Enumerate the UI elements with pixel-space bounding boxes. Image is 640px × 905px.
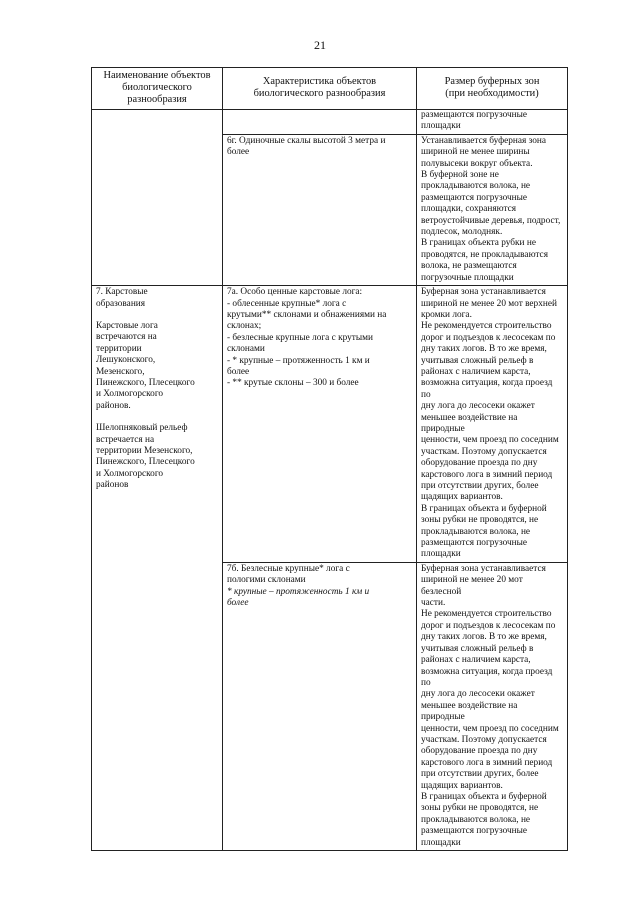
table-row-continued xyxy=(92,110,568,135)
page-number: 21 xyxy=(314,38,326,52)
cell-buffer-continued: размещаются погрузочные площадки xyxy=(417,110,568,135)
shelopnyak-relief-note: Шелопняковый рельеф встречается на территории Мезенского, Пинежского, Плесецкого и Холмогорского районов xyxy=(96,423,195,491)
table-row-7a xyxy=(92,286,568,563)
karst-title: 7. Карстовые образования xyxy=(96,287,148,309)
header-object-name: Наименование объектов биологического разнообразия xyxy=(92,68,223,110)
cell-buffer-7b: Буферная зона устанавливается шириной не менее 20 мот безлесной части. Не рекомендуется строительство дорог и подъездов к лесосекам по дну таких логов. В то же время, учитывая сложный рельеф в районах с наличием карста, возможна ситуация, когда проезд по дну лога до лесосеки окажет меньшее воздействие на природные ценности, чем проезд по соседним участкам. Поэтому допускается оборудование проезда по дну карстового лога в зимний период при отсутствии других, более щадящих вариантов. В границах объекта и буферной зоны рубки не проводятся, не прокладываются волока, не размещаются погрузочные площадки xyxy=(417,562,568,850)
cell-characteristic-6g: 6г. Одиночные скалы высотой 3 метра и более xyxy=(223,134,417,285)
cell-buffer-6g: Устанавливается буферная зона шириной не менее ширины полувысеки вокруг объекта. В буферной зоне не прокладываются волока, не размещаются погрузочные площадки, сохраняются ветроустойчивые деревья, подрост, подлесок, молодняк. В границах объекта рубки не проводятся, не прокладываются волока, не размещаются погрузочные площадки xyxy=(417,134,568,285)
header-buffer-size: Размер буферных зон (при необходимости) xyxy=(417,68,568,110)
cell-buffer-7a: Буферная зона устанавливается шириной не менее 20 мот верхней кромки лога. Не рекомендуется строительство дорог и подъездов к лесосекам по дну таких логов. В то же время, учитывая сложный рельеф в районах с наличием карста, возможна ситуация, когда проезд по дну лога до лесосеки окажет меньшее воздействие на природные ценности, чем проезд по соседним участкам. Поэтому допускается оборудование проезда по дну карстового лога в зимний период при отсутствии других, более щадящих вариантов. В границах объекта и буферной зоны рубки не проводятся, не прокладываются волока, не размещаются погрузочные площадки xyxy=(417,286,568,563)
cell-object-name-karst xyxy=(92,286,223,851)
footnote-large-logs: * крупные – протяженность 1 км и более xyxy=(227,586,370,609)
table-header-row xyxy=(92,68,568,110)
cell-characteristic-continued xyxy=(223,110,417,135)
karst-logs-note: Карстовые лога встречаются на территории Лешуконского, Мезенского, Пинежского, Плесецкого и Холмогорского районов. xyxy=(96,320,195,411)
cell-characteristic-7a: 7а. Особо ценные карстовые лога: - облесенные крупные* лога с крутыми** склонами и обнажениями на склонах; - безлесные крупные лога с крутыми склонами - * крупные – протяженность 1 км и более - ** крутые склоны – 300 и более xyxy=(223,286,417,563)
cell-object-name-continued xyxy=(92,110,223,286)
cell-characteristic-7b: 7б. Безлесные крупные* лога с пологими склонами * крупные – протяженность 1 км и более xyxy=(223,562,417,850)
header-characteristic: Характеристика объектов биологического разнообразия xyxy=(223,68,417,110)
biodiversity-table xyxy=(91,67,568,851)
